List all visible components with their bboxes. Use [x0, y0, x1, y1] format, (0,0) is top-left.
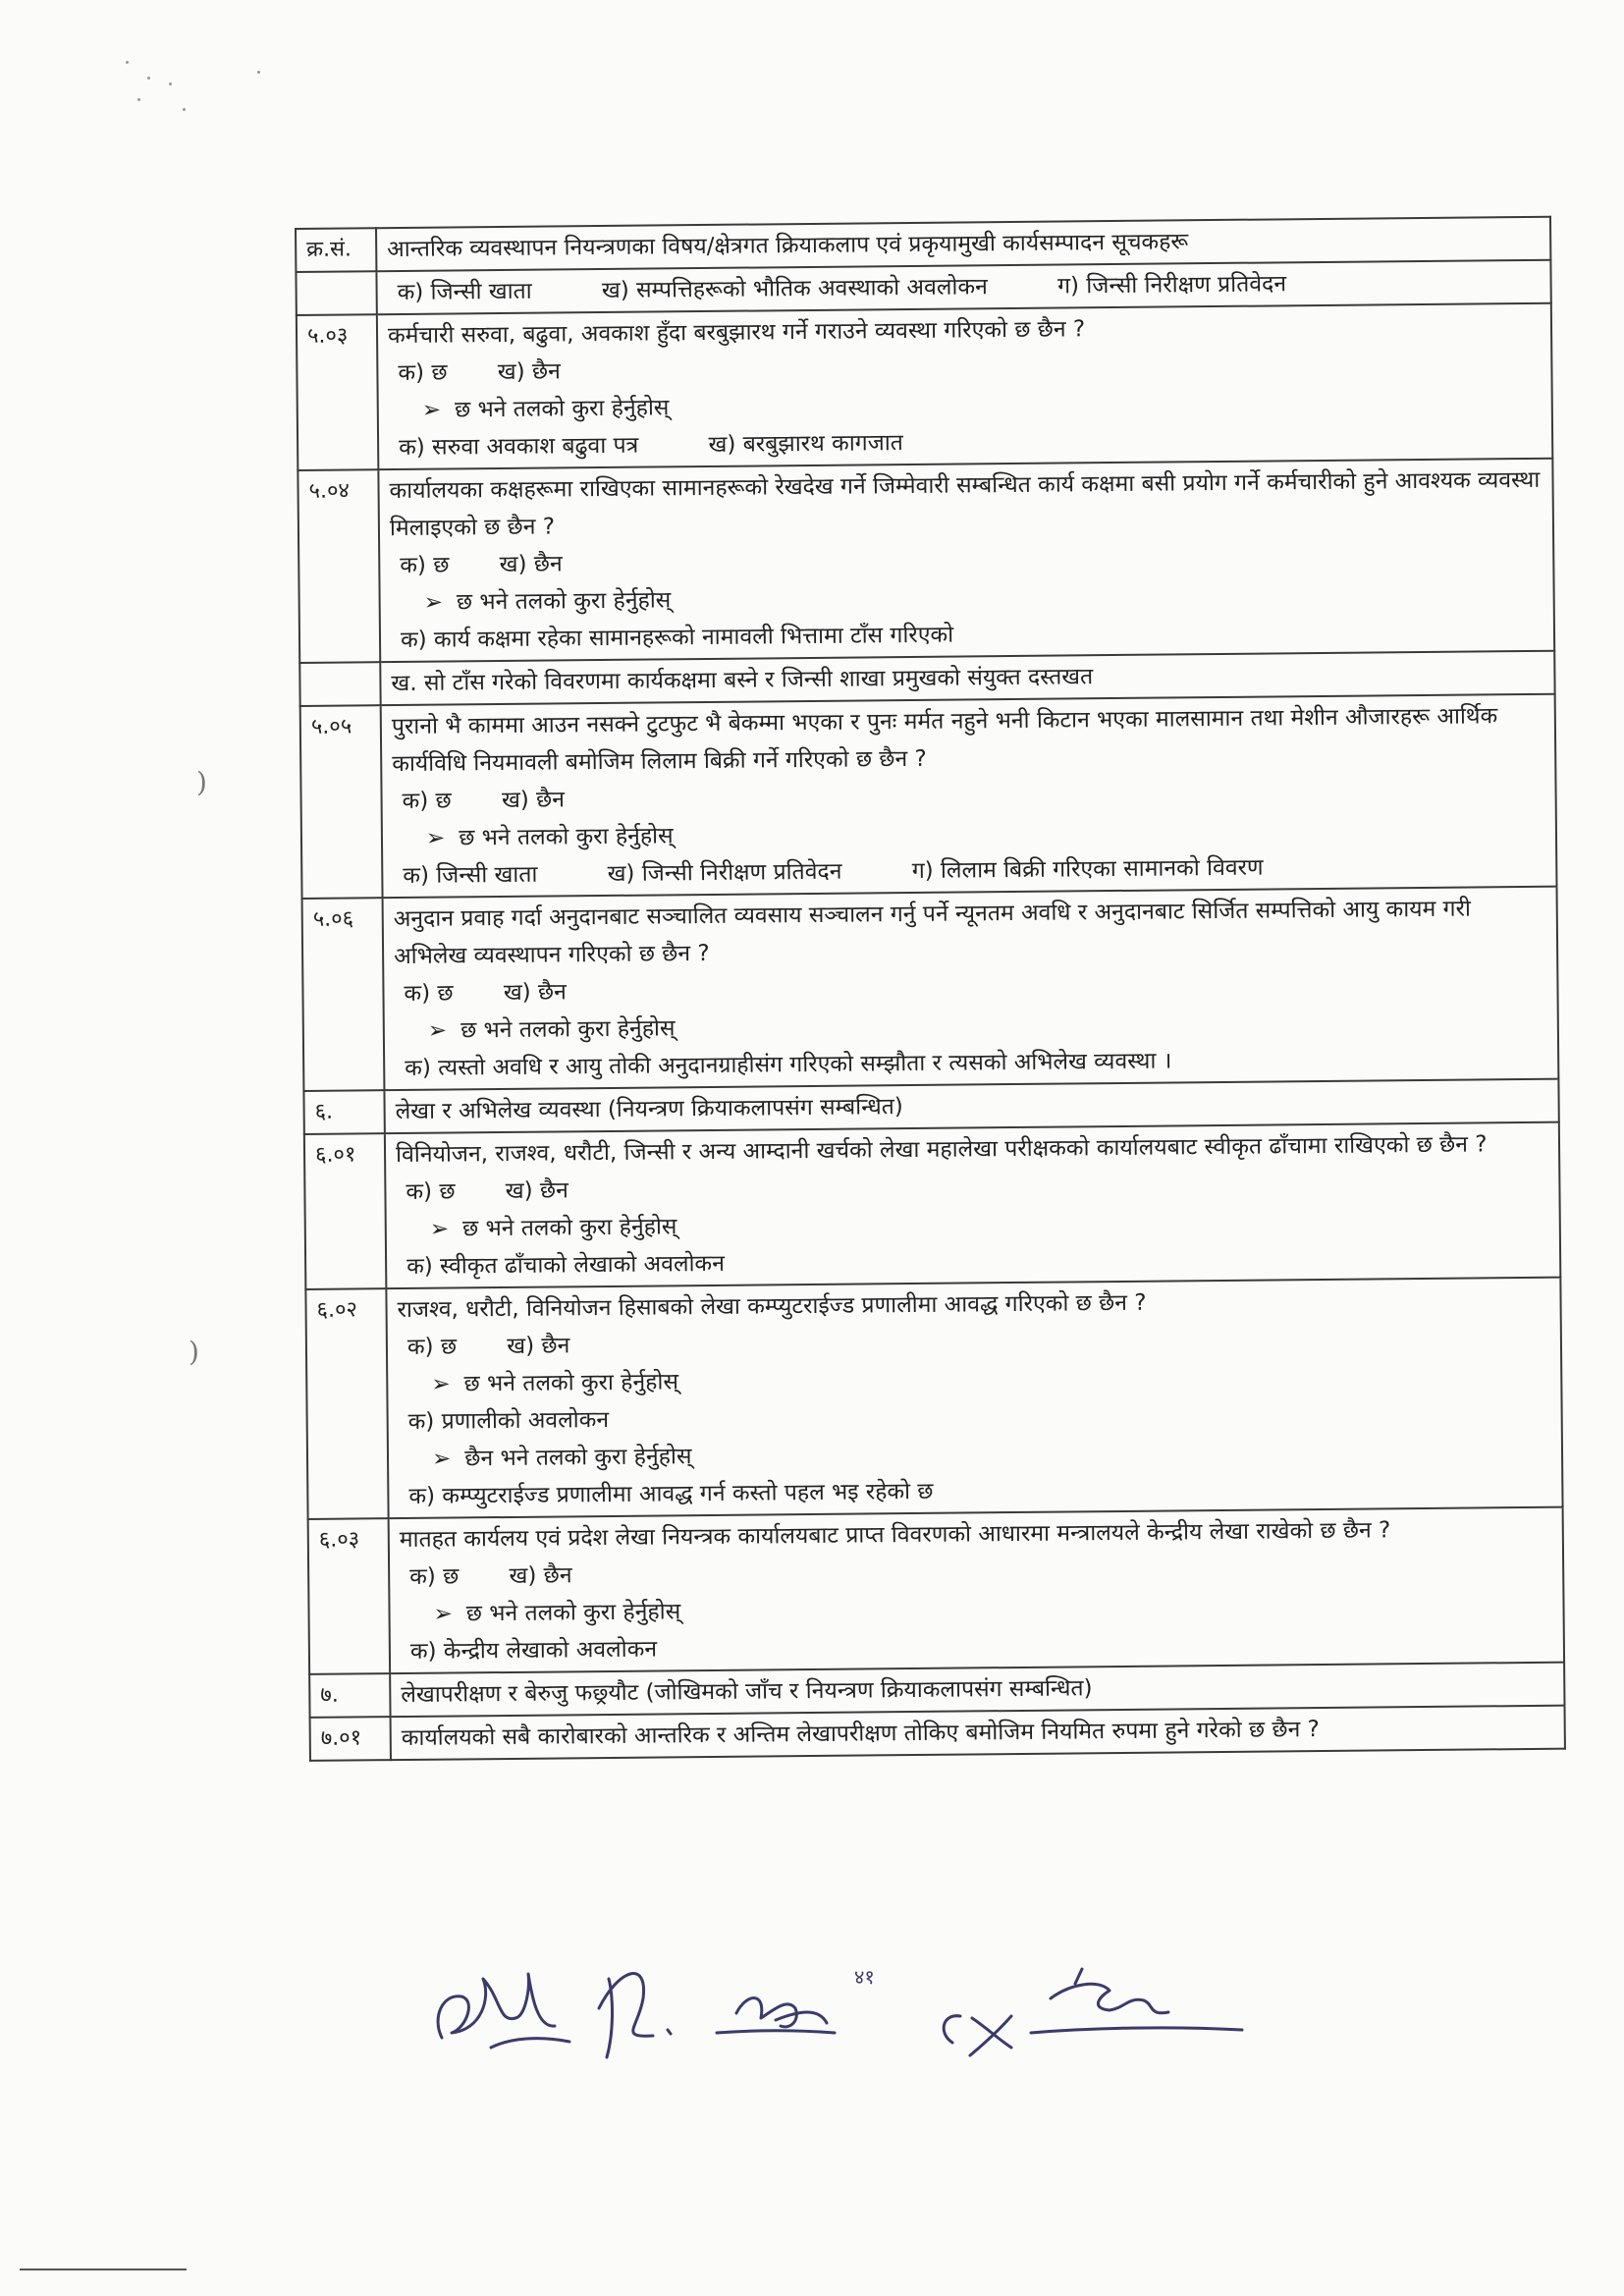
- instruction-note: छ भने तलको कुरा हेर्नुहोस्: [463, 1369, 679, 1397]
- option-yes: क) छ: [404, 980, 454, 1007]
- arrow-bullet-icon: ➢: [423, 589, 444, 616]
- arrow-bullet-icon: ➢: [431, 1446, 452, 1472]
- row-number: ५.०५: [300, 705, 383, 899]
- table-row: [305, 1278, 1562, 1519]
- option-yes: क) छ: [402, 788, 452, 814]
- arrow-bullet-icon: ➢: [431, 1371, 451, 1397]
- arrow-bullet-icon: ➢: [427, 1017, 448, 1044]
- question-text: कर्मचारी सरुवा, बढुवा, अवकाश हुँदा बरबुझारथ गर्ने गराउने व्यवस्था गरिएको छ छैन ?: [387, 316, 1086, 350]
- evidence-extra: ख. सो टाँस गरेको विवरणमा कार्यकक्षमा बस्ने र जिन्सी शाखा प्रमुखको संयुक्त दस्तखत: [380, 651, 1554, 705]
- margin-mark: ): [189, 1336, 199, 1368]
- scan-speck: [169, 82, 172, 85]
- option-no: ख) छैन: [503, 979, 567, 1006]
- question-text: कार्यालयको सबै कारोबारको आन्तरिक र अन्तिम लेखापरीक्षण तोकिए बमोजिम नियमित रुपमा हुने गरेको छ छैन ?: [391, 1706, 1565, 1760]
- section-title: लेखा र अभिलेख व्यवस्था (नियन्त्रण क्रियाकलापसंग सम्बन्धित): [384, 1079, 1558, 1133]
- evidence-item: क) कार्य कक्षमा रहेका सामानहरूको नामावली भित्तामा टाँस गरिएको: [400, 622, 954, 653]
- instruction-note: छ भने तलको कुरा हेर्नुहोस्: [454, 395, 670, 423]
- checklist-table: [295, 216, 1566, 1762]
- option-no: ख) छैन: [497, 358, 561, 386]
- option-yes: क) छ: [406, 1334, 458, 1360]
- arrow-bullet-icon: ➢: [421, 397, 442, 423]
- section-title: लेखापरीक्षण र बेरुजु फछ्र्यौट (जोखिमको जाँच र नियन्त्रण क्रियाकलापसंग सम्बन्धित): [390, 1663, 1564, 1717]
- table-row: [304, 1122, 1560, 1289]
- signature-4: [944, 2016, 1011, 2055]
- option-no: ख) छैन: [507, 1333, 570, 1359]
- scan-speck: [183, 108, 186, 111]
- question-text: अनुदान प्रवाह गर्दा अनुदानबाट सञ्चालित व्यवसाय सञ्चालन गर्नु पर्ने न्यूनतम अवधि र अनुदानबाट सिर्जित सम्पत्तिको आयु कायम गरी अभिलेख व्यवस्थापन गरिएको छ छैन ?: [393, 896, 1472, 970]
- arrow-bullet-icon: ➢: [429, 1216, 450, 1242]
- section-number: ७.: [309, 1673, 390, 1718]
- evidence-item: क) प्रणालीको अवलोकन: [407, 1406, 610, 1435]
- question-text: राजश्व, धरौटी, विनियोजन हिसाबको लेखा कम्प्युटराईज्ड प्रणालीमा आवद्ध गरिएको छ छैन ?: [397, 1289, 1147, 1324]
- bottom-rule: [20, 2269, 187, 2270]
- question-text: कार्यालयका कक्षहरूमा राखिएका सामानहरूको रेखदेख गर्ने जिम्मेवारी सम्बन्धित कार्य कक्षमा बसी प्रयोग गर्ने कर्मचारीको हुने आवश्यक व्यवस्था मिलाइएको छ छैन ?: [389, 466, 1541, 542]
- option-no: ख) छैन: [501, 787, 566, 814]
- row-number: ७.०१: [310, 1717, 391, 1761]
- evidence-item: ख) जिन्सी निरीक्षण प्रतिवेदन: [607, 858, 842, 887]
- evidence-item: ग) जिन्सी निरीक्षण प्रतिवेदन: [1056, 271, 1287, 300]
- evidence-item: क) जिन्सी खाता: [403, 861, 538, 889]
- table-row: [308, 1507, 1564, 1674]
- row-number: ५.०३: [297, 314, 379, 470]
- row-number: ५.०६: [302, 898, 385, 1091]
- question-text: विनियोजन, राजश्व, धरौटी, जिन्सी र अन्य आम्दानी खर्चको लेखा महालेखा परीक्षकको कार्यालयबाट स्वीकृत ढाँचामा राखिएको छ छैन ?: [395, 1131, 1488, 1169]
- signature-area: [422, 1940, 1306, 2077]
- evidence-item: ख) बरबुझारथ कागजात: [708, 430, 903, 458]
- scan-speck: [137, 98, 140, 101]
- table-row: [297, 303, 1552, 470]
- table-row: [300, 694, 1557, 899]
- signature-5: [1031, 1969, 1242, 2033]
- option-yes: क) छ: [409, 1563, 460, 1590]
- instruction-note: छ भने तलको कुरा हेर्नुहोस्: [459, 823, 674, 851]
- evidence-item: क) सरुवा अवकाश बढुवा पत्र: [399, 432, 639, 461]
- evidence-item: क) स्वीकृत ढाँचाको लेखाको अवलोकन: [406, 1250, 726, 1280]
- scan-speck: [257, 71, 260, 74]
- option-yes: क) छ: [398, 359, 448, 386]
- evidence-item: क) जिन्सी खाता: [397, 278, 532, 305]
- subject-header: आन्तरिक व्यवस्थापन नियन्त्रणका विषय/क्षेत्रगत क्रियाकलाप एवं प्रकृयामुखी कार्यसम्पादन सूचकहरू: [376, 217, 1550, 271]
- table-row: [298, 459, 1554, 663]
- arrow-bullet-icon: ➢: [425, 825, 446, 851]
- evidence-item: ख) सम्पत्तिहरूको भौतिक अवस्थाको अवलोकन: [601, 274, 988, 303]
- option-yes: क) छ: [400, 552, 450, 578]
- scan-speck: [147, 77, 150, 80]
- instruction-note: छ भने तलको कुरा हेर्नुहोस्: [465, 1599, 681, 1627]
- evidence-item: क) त्यस्तो अवधि र आयु तोकी अनुदानग्राहीसंग गरिएको सम्झौता र त्यसको अभिलेख व्यवस्था ।: [405, 1048, 1172, 1081]
- signature-2: [599, 1974, 671, 2057]
- row-number: ६.०१: [304, 1133, 387, 1289]
- scan-speck: [126, 61, 129, 64]
- option-no: ख) छैन: [505, 1177, 568, 1204]
- sn-header: क्र.सं.: [296, 228, 376, 272]
- row-number: ५.०४: [298, 469, 380, 663]
- page-mark: ४१: [854, 1965, 875, 1989]
- option-yes: क) छ: [406, 1178, 456, 1205]
- checklist-sheet: [295, 216, 1566, 1762]
- signature-1: [438, 1974, 569, 2048]
- row-number: ६.०२: [305, 1288, 388, 1519]
- evidence-item: ग) लिलाम बिक्री गरिएका सामानको विवरण: [911, 854, 1264, 884]
- instruction-note: छैन भने तलको कुरा हेर्नुहोस्: [464, 1444, 692, 1472]
- question-text: पुरानो भै काममा आउन नसक्ने टुटफुट भै बेकम्मा भएका र पुनः मर्मत नहुने भनी किटान भएका मालसामान तथा मेशीन औजारहरू आर्थिक कार्यविधि नियमावली बमोजिम लिलाम बिक्री गर्ने गरिएको छ छैन ?: [391, 703, 1498, 778]
- arrow-bullet-icon: ➢: [433, 1601, 453, 1627]
- margin-mark: ): [196, 766, 207, 798]
- option-no: ख) छैन: [499, 551, 563, 578]
- instruction-note: छ भने तलको कुरा हेर्नुहोस्: [456, 587, 672, 616]
- row-number: ६.०३: [308, 1518, 391, 1674]
- table-row: [302, 887, 1559, 1091]
- instruction-note: छ भने तलको कुरा हेर्नुहोस्: [460, 1015, 676, 1044]
- option-no: ख) छैन: [509, 1562, 572, 1589]
- question-text: मातहत कार्यलय एवं प्रदेश लेखा नियन्त्रक कार्यालयबाट प्राप्त विवरणको आधारमा मन्त्रालयले केन्द्रीय लेखा राखेको छ छैन ?: [399, 1517, 1391, 1554]
- signature-3: [717, 1997, 835, 2033]
- signatures-drawing: [422, 1940, 1306, 2077]
- evidence-item: क) कम्प्युटराईज्ड प्रणालीमा आवद्ध गर्न कस्तो पहल भइ रहेको छ: [408, 1478, 934, 1509]
- instruction-note: छ भने तलको कुरा हेर्नुहोस्: [461, 1214, 677, 1242]
- section-number: ६.: [303, 1090, 384, 1134]
- evidence-item: क) केन्द्रीय लेखाको अवलोकन: [409, 1636, 658, 1665]
